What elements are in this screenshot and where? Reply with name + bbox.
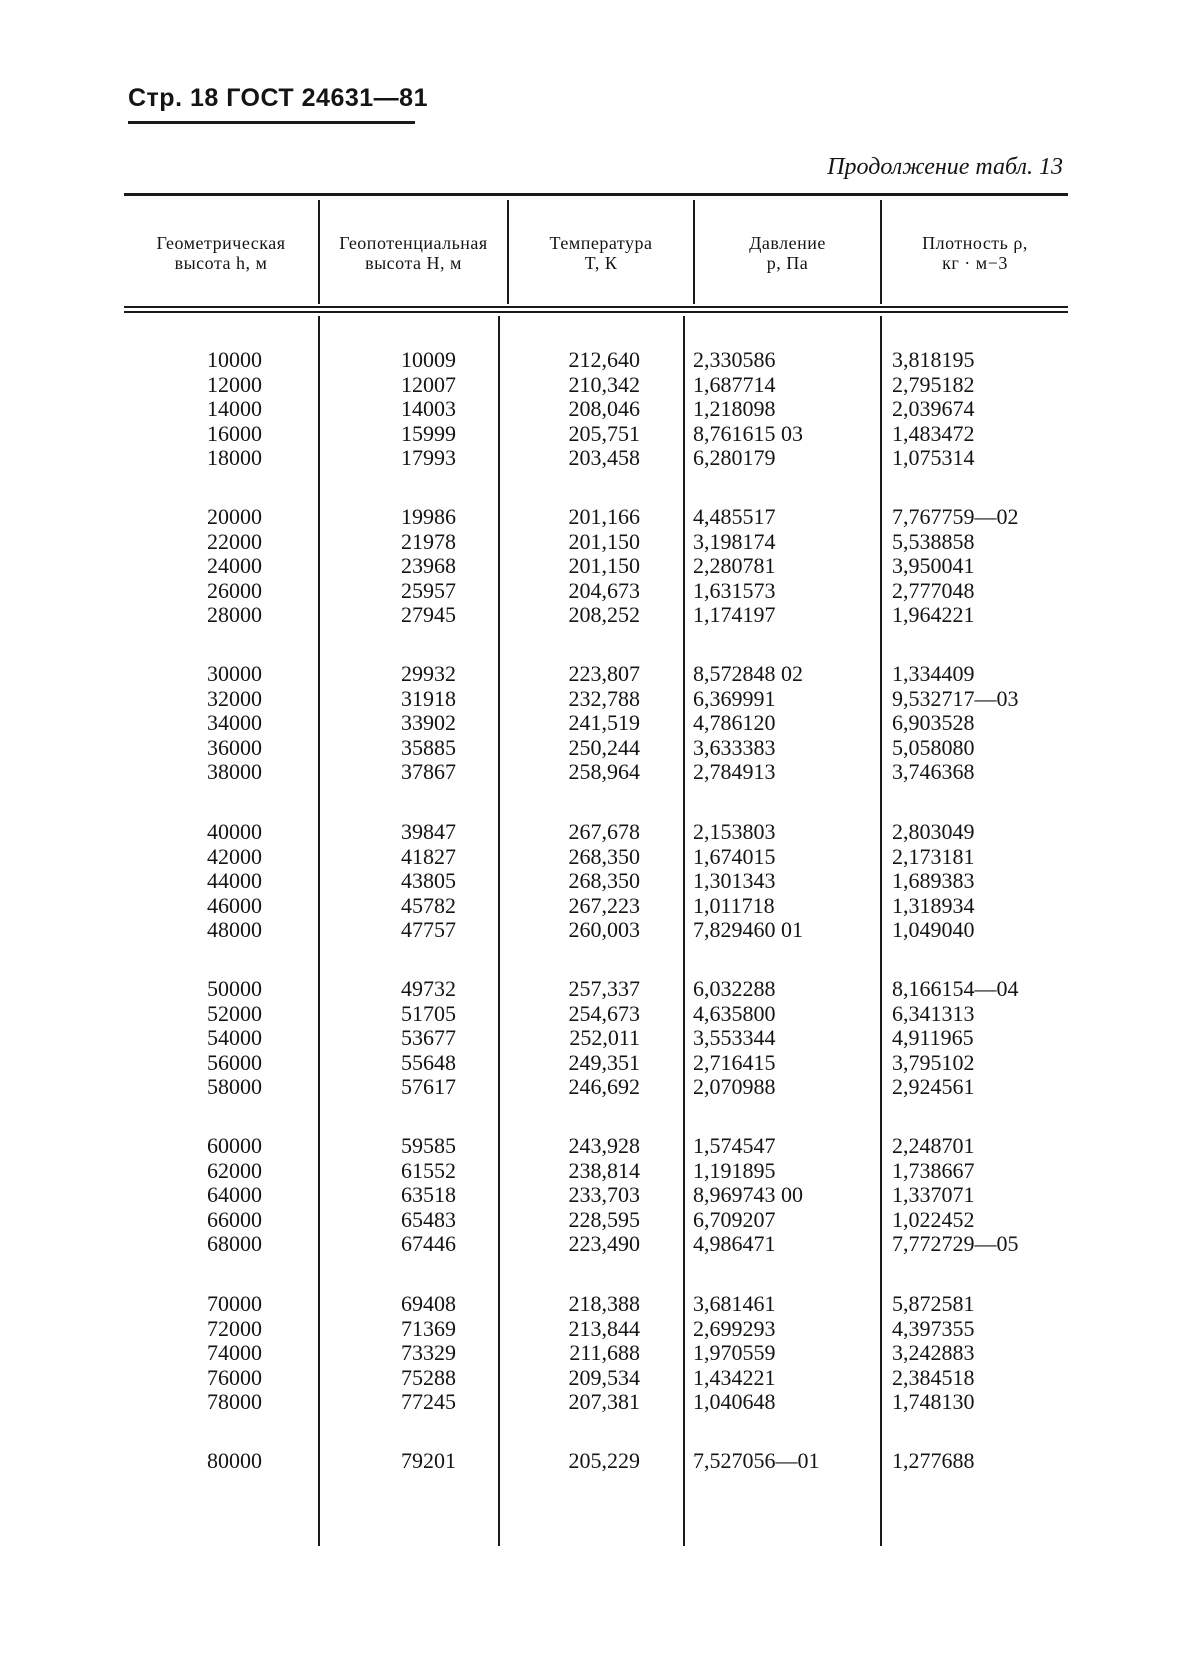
row-group xyxy=(0,1292,1187,1415)
geopotential-height-cell: 79201 xyxy=(401,1448,456,1473)
geometric-height-cell: 20000 xyxy=(207,504,262,529)
pressure-cell: 2,784913 xyxy=(693,759,776,784)
geopotential-height-cell: 73329 xyxy=(401,1340,456,1365)
geopotential-height-cell: 77245 xyxy=(401,1389,456,1414)
table-row xyxy=(0,1159,1187,1184)
geopotential-height-cell: 75288 xyxy=(401,1364,456,1390)
geopotential-height-cell: 65483 xyxy=(401,1206,456,1232)
temperature-cell: 213,844 xyxy=(568,1315,640,1341)
geometric-height-cell: 42000 xyxy=(207,843,262,869)
table-row xyxy=(0,820,1187,845)
pressure-cell: 2,153803 xyxy=(693,819,776,844)
pressure-cell: 4,986471 xyxy=(693,1231,776,1256)
geopotential-height-cell: 31918 xyxy=(401,685,456,711)
density-cell: 2,173181 xyxy=(892,843,975,869)
table-top-rule xyxy=(124,193,1068,196)
temperature-cell: 243,928 xyxy=(568,1133,640,1158)
geometric-height-cell: 50000 xyxy=(207,976,262,1001)
pressure-cell: 1,191895 xyxy=(693,1157,776,1183)
geopotential-height-cell: 41827 xyxy=(401,843,456,869)
temperature-cell: 211,688 xyxy=(569,1340,640,1365)
temperature-cell: 241,519 xyxy=(568,710,640,735)
pressure-cell: 2,716415 xyxy=(693,1049,776,1075)
table-row xyxy=(0,373,1187,398)
pressure-cell: 2,699293 xyxy=(693,1315,776,1341)
density-cell: 5,538858 xyxy=(892,528,975,554)
pressure-cell: 2,280781 xyxy=(693,553,776,578)
geometric-height-cell: 78000 xyxy=(207,1389,262,1414)
temperature-cell: 267,223 xyxy=(568,892,640,918)
density-cell: 3,746368 xyxy=(892,759,975,784)
table-row xyxy=(0,397,1187,422)
geometric-height-cell: 80000 xyxy=(207,1448,262,1473)
pressure-cell: 1,674015 xyxy=(693,843,776,869)
pressure-cell: 1,687714 xyxy=(693,371,776,397)
density-cell: 2,777048 xyxy=(892,577,975,603)
row-group xyxy=(0,977,1187,1100)
pressure-cell: 2,070988 xyxy=(693,1074,776,1099)
geopotential-height-cell: 63518 xyxy=(401,1182,456,1207)
table-row xyxy=(0,1026,1187,1051)
column-header-geometric-height: Геометрическая высота h, м xyxy=(156,233,286,273)
table-row xyxy=(0,1051,1187,1076)
geopotential-height-cell: 15999 xyxy=(401,420,456,446)
density-cell: 1,748130 xyxy=(892,1389,975,1414)
geopotential-height-cell: 27945 xyxy=(401,602,456,627)
temperature-cell: 208,046 xyxy=(568,396,640,421)
continuation-label: Продолжение табл. 13 xyxy=(827,154,1063,180)
density-cell: 2,248701 xyxy=(892,1133,975,1158)
pressure-cell: 2,330586 xyxy=(693,347,776,372)
table-row xyxy=(0,662,1187,687)
table-row xyxy=(0,1317,1187,1342)
table-row xyxy=(0,348,1187,373)
geometric-height-cell: 12000 xyxy=(207,371,262,397)
temperature-cell: 204,673 xyxy=(568,577,640,603)
geopotential-height-cell: 17993 xyxy=(401,445,456,470)
density-cell: 6,903528 xyxy=(892,710,975,735)
geometric-height-cell: 38000 xyxy=(207,759,262,784)
table-row xyxy=(0,530,1187,555)
density-cell: 3,242883 xyxy=(892,1340,975,1365)
geopotential-height-cell: 67446 xyxy=(401,1231,456,1256)
geopotential-height-cell: 51705 xyxy=(401,1000,456,1026)
temperature-cell: 238,814 xyxy=(568,1157,640,1183)
density-cell: 9,532717—03 xyxy=(892,685,1019,711)
pressure-cell: 8,572848 02 xyxy=(693,661,803,686)
density-cell: 6,341313 xyxy=(892,1000,975,1026)
pressure-cell: 7,527056—01 xyxy=(693,1448,820,1473)
table-row xyxy=(0,1075,1187,1100)
pressure-cell: 3,633383 xyxy=(693,734,776,760)
density-cell: 1,075314 xyxy=(892,445,975,470)
temperature-cell: 207,381 xyxy=(568,1389,640,1414)
geopotential-height-cell: 33902 xyxy=(401,710,456,735)
table-row xyxy=(0,894,1187,919)
pressure-cell: 8,761615 03 xyxy=(693,420,803,446)
temperature-cell: 254,673 xyxy=(568,1000,640,1026)
geometric-height-cell: 26000 xyxy=(207,577,262,603)
geometric-height-cell: 74000 xyxy=(207,1340,262,1365)
row-group xyxy=(0,505,1187,628)
table-row xyxy=(0,422,1187,447)
table-row xyxy=(0,760,1187,785)
row-group xyxy=(0,820,1187,943)
geopotential-height-cell: 43805 xyxy=(401,868,456,893)
geometric-height-cell: 30000 xyxy=(207,661,262,686)
geometric-height-cell: 56000 xyxy=(207,1049,262,1075)
density-cell: 1,689383 xyxy=(892,868,975,893)
pressure-cell: 4,485517 xyxy=(693,504,776,529)
density-cell: 4,911965 xyxy=(892,1025,974,1050)
row-group xyxy=(0,348,1187,471)
temperature-cell: 257,337 xyxy=(568,976,640,1001)
geometric-height-cell: 24000 xyxy=(207,553,262,578)
pressure-cell: 1,174197 xyxy=(693,602,776,627)
pressure-cell: 6,709207 xyxy=(693,1206,776,1232)
pressure-cell: 1,434221 xyxy=(693,1364,776,1390)
table-row xyxy=(0,1341,1187,1366)
table-row xyxy=(0,446,1187,471)
pressure-cell: 1,970559 xyxy=(693,1340,776,1365)
density-cell: 2,924561 xyxy=(892,1074,975,1099)
geopotential-height-cell: 55648 xyxy=(401,1049,456,1075)
pressure-cell: 1,301343 xyxy=(693,868,776,893)
density-cell: 7,772729—05 xyxy=(892,1231,1019,1256)
geopotential-height-cell: 25957 xyxy=(401,577,456,603)
geometric-height-cell: 32000 xyxy=(207,685,262,711)
pressure-cell: 3,553344 xyxy=(693,1025,776,1050)
density-cell: 5,872581 xyxy=(892,1291,975,1316)
density-cell: 5,058080 xyxy=(892,734,975,760)
geopotential-height-cell: 19986 xyxy=(401,504,456,529)
geometric-height-cell: 16000 xyxy=(207,420,262,446)
table-row xyxy=(0,1390,1187,1415)
density-cell: 1,483472 xyxy=(892,420,975,446)
table-row xyxy=(0,977,1187,1002)
density-cell: 1,738667 xyxy=(892,1157,975,1183)
pressure-cell: 3,198174 xyxy=(693,528,776,554)
header-double-rule xyxy=(124,311,1068,313)
table-row xyxy=(0,687,1187,712)
table-row xyxy=(0,1366,1187,1391)
table-row xyxy=(0,1183,1187,1208)
row-group xyxy=(0,662,1187,785)
density-cell: 4,397355 xyxy=(892,1315,975,1341)
pressure-cell: 7,829460 01 xyxy=(693,917,803,942)
density-cell: 7,767759—02 xyxy=(892,504,1019,529)
pressure-cell: 4,786120 xyxy=(693,710,776,735)
density-cell: 1,022452 xyxy=(892,1206,975,1232)
table-row xyxy=(0,918,1187,943)
pressure-cell: 1,040648 xyxy=(693,1389,776,1414)
density-cell: 1,334409 xyxy=(892,661,975,686)
temperature-cell: 203,458 xyxy=(568,445,640,470)
temperature-cell: 210,342 xyxy=(568,371,640,397)
temperature-cell: 233,703 xyxy=(568,1182,640,1207)
geometric-height-cell: 46000 xyxy=(207,892,262,918)
geometric-height-cell: 14000 xyxy=(207,396,262,421)
temperature-cell: 258,964 xyxy=(568,759,640,784)
geometric-height-cell: 22000 xyxy=(207,528,262,554)
temperature-cell: 205,229 xyxy=(568,1448,640,1473)
temperature-cell: 268,350 xyxy=(568,843,640,869)
temperature-cell: 212,640 xyxy=(568,347,640,372)
density-cell: 1,277688 xyxy=(892,1448,975,1473)
table-row xyxy=(0,869,1187,894)
temperature-cell: 223,490 xyxy=(568,1231,640,1256)
geopotential-height-cell: 47757 xyxy=(401,917,456,942)
table-row xyxy=(0,1134,1187,1159)
table-row xyxy=(0,505,1187,530)
table-row xyxy=(0,1232,1187,1257)
page-header: Стр. 18 ГОСТ 24631—81 xyxy=(128,84,428,112)
table-row xyxy=(0,736,1187,761)
geometric-height-cell: 64000 xyxy=(207,1182,262,1207)
temperature-cell: 246,692 xyxy=(568,1074,640,1099)
geopotential-height-cell: 37867 xyxy=(401,759,456,784)
temperature-cell: 268,350 xyxy=(568,868,640,893)
temperature-cell: 205,751 xyxy=(568,420,640,446)
table-row xyxy=(0,554,1187,579)
temperature-cell: 201,150 xyxy=(568,528,640,554)
temperature-cell: 208,252 xyxy=(568,602,640,627)
geopotential-height-cell: 35885 xyxy=(401,734,456,760)
table-row xyxy=(0,1208,1187,1233)
pressure-cell: 1,011718 xyxy=(693,892,775,918)
temperature-cell: 201,150 xyxy=(568,553,640,578)
geopotential-height-cell: 21978 xyxy=(401,528,456,554)
pressure-cell: 6,369991 xyxy=(693,685,776,711)
geometric-height-cell: 70000 xyxy=(207,1291,262,1316)
pressure-cell: 8,969743 00 xyxy=(693,1182,803,1207)
density-cell: 3,795102 xyxy=(892,1049,975,1075)
density-cell: 3,950041 xyxy=(892,553,975,578)
geopotential-height-cell: 29932 xyxy=(401,661,456,686)
geopotential-height-cell: 39847 xyxy=(401,819,456,844)
geopotential-height-cell: 71369 xyxy=(401,1315,456,1341)
temperature-cell: 260,003 xyxy=(568,917,640,942)
table-row xyxy=(0,1002,1187,1027)
density-cell: 1,318934 xyxy=(892,892,975,918)
geopotential-height-cell: 45782 xyxy=(401,892,456,918)
density-cell: 2,039674 xyxy=(892,396,975,421)
geometric-height-cell: 68000 xyxy=(207,1231,262,1256)
geometric-height-cell: 72000 xyxy=(207,1315,262,1341)
geopotential-height-cell: 61552 xyxy=(401,1157,456,1183)
density-cell: 2,795182 xyxy=(892,371,975,397)
pressure-cell: 1,574547 xyxy=(693,1133,776,1158)
temperature-cell: 201,166 xyxy=(568,504,640,529)
geometric-height-cell: 52000 xyxy=(207,1000,262,1026)
header-double-rule xyxy=(124,306,1068,308)
column-header-geopotential-height: Геопотенциальная высота H, м xyxy=(339,233,488,273)
geopotential-height-cell: 23968 xyxy=(401,553,456,578)
geometric-height-cell: 34000 xyxy=(207,710,262,735)
temperature-cell: 249,351 xyxy=(568,1049,640,1075)
temperature-cell: 209,534 xyxy=(568,1364,640,1390)
geometric-height-cell: 62000 xyxy=(207,1157,262,1183)
column-header-pressure: Давление p, Па xyxy=(749,233,826,273)
header-rule xyxy=(128,121,415,124)
geometric-height-cell: 58000 xyxy=(207,1074,262,1099)
column-header-density: Плотность ρ, кг · м−3 xyxy=(922,233,1028,273)
geometric-height-cell: 28000 xyxy=(207,602,262,627)
geometric-height-cell: 18000 xyxy=(207,445,262,470)
pressure-cell: 1,631573 xyxy=(693,577,776,603)
density-cell: 2,803049 xyxy=(892,819,975,844)
geopotential-height-cell: 69408 xyxy=(401,1291,456,1316)
row-group xyxy=(0,1449,1187,1474)
density-cell: 1,337071 xyxy=(892,1182,975,1207)
table-row xyxy=(0,711,1187,736)
pressure-cell: 1,218098 xyxy=(693,396,776,421)
temperature-cell: 228,595 xyxy=(568,1206,640,1232)
column-header-temperature: Температура T, К xyxy=(549,233,653,273)
density-cell: 2,384518 xyxy=(892,1364,975,1390)
geometric-height-cell: 10000 xyxy=(207,347,262,372)
temperature-cell: 252,011 xyxy=(569,1025,640,1050)
density-cell: 3,818195 xyxy=(892,347,975,372)
pressure-cell: 6,280179 xyxy=(693,445,776,470)
temperature-cell: 267,678 xyxy=(568,819,640,844)
pressure-cell: 4,635800 xyxy=(693,1000,776,1026)
row-group xyxy=(0,1134,1187,1257)
geometric-height-cell: 48000 xyxy=(207,917,262,942)
density-cell: 8,166154—04 xyxy=(892,976,1019,1001)
temperature-cell: 218,388 xyxy=(568,1291,640,1316)
geopotential-height-cell: 59585 xyxy=(401,1133,456,1158)
geopotential-height-cell: 12007 xyxy=(401,371,456,397)
geometric-height-cell: 44000 xyxy=(207,868,262,893)
temperature-cell: 250,244 xyxy=(568,734,640,760)
table-row xyxy=(0,1292,1187,1317)
table-row xyxy=(0,603,1187,628)
geometric-height-cell: 40000 xyxy=(207,819,262,844)
geometric-height-cell: 66000 xyxy=(207,1206,262,1232)
density-cell: 1,964221 xyxy=(892,602,975,627)
table-row xyxy=(0,579,1187,604)
geometric-height-cell: 76000 xyxy=(207,1364,262,1390)
density-cell: 1,049040 xyxy=(892,917,975,942)
geopotential-height-cell: 53677 xyxy=(401,1025,456,1050)
temperature-cell: 223,807 xyxy=(568,661,640,686)
pressure-cell: 3,681461 xyxy=(693,1291,776,1316)
geopotential-height-cell: 10009 xyxy=(401,347,456,372)
geometric-height-cell: 36000 xyxy=(207,734,262,760)
pressure-cell: 6,032288 xyxy=(693,976,776,1001)
temperature-cell: 232,788 xyxy=(568,685,640,711)
geopotential-height-cell: 49732 xyxy=(401,976,456,1001)
geopotential-height-cell: 14003 xyxy=(401,396,456,421)
table-row xyxy=(0,1449,1187,1474)
geometric-height-cell: 60000 xyxy=(207,1133,262,1158)
table-row xyxy=(0,845,1187,870)
geometric-height-cell: 54000 xyxy=(207,1025,262,1050)
geopotential-height-cell: 57617 xyxy=(401,1074,456,1099)
